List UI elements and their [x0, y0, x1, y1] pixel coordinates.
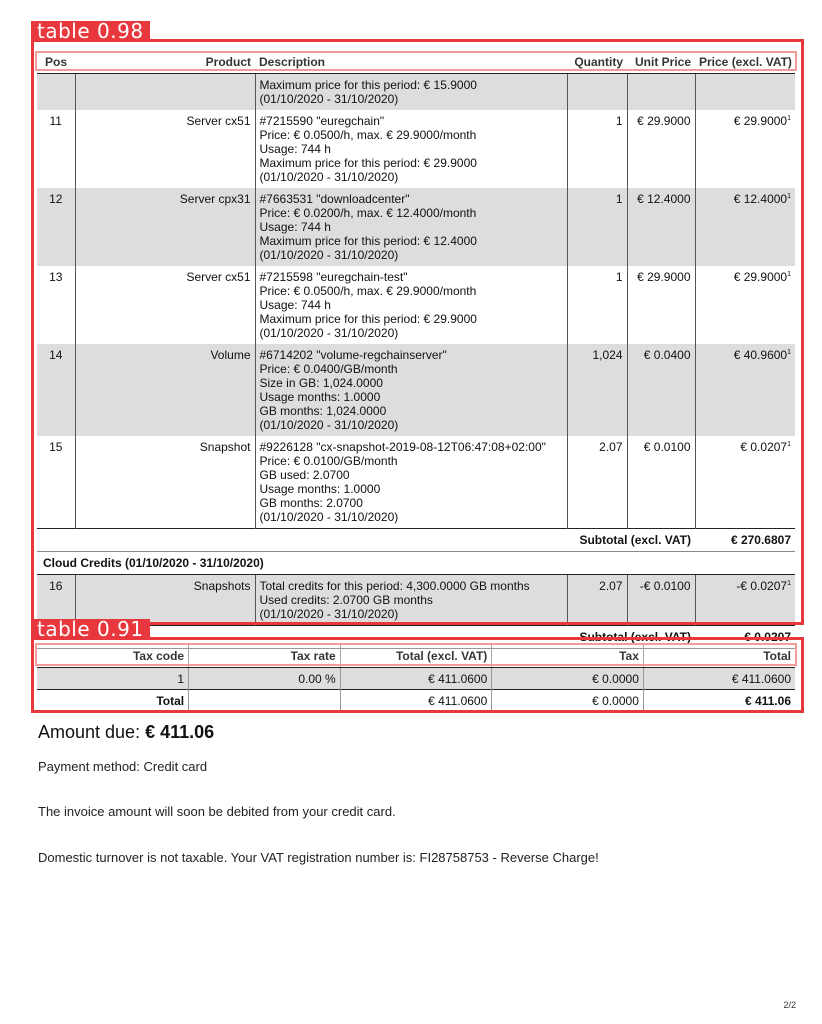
desc-line: Price: € 0.0400/GB/month [259, 362, 398, 376]
row-product: Server cx51 [75, 266, 255, 344]
desc-line: Maximum price for this period: € 29.9000 [259, 312, 477, 326]
price-value: € 12.4000 [733, 192, 788, 206]
tax-grand-total: € 411.06 [643, 690, 795, 712]
detection-label-table-2: table 0.91 [31, 619, 150, 639]
desc-line: Used credits: 2.0700 GB months [259, 593, 433, 607]
desc-line: Usage: 744 h [259, 220, 331, 234]
tax-total-label: Total [37, 690, 189, 712]
desc-line: GB months: 1,024.0000 [259, 404, 387, 418]
col-header-pos: Pos [37, 51, 75, 74]
amount-due-value: € 411.06 [145, 722, 215, 742]
row-quantity: 1 [567, 110, 627, 188]
desc-line: #9226128 "cx-snapshot-2019-08-12T06:47:08+02:00" [259, 440, 546, 454]
tax-col-header: Tax rate [189, 645, 341, 668]
desc-line: Usage months: 1.0000 [259, 390, 381, 404]
footnote-marker: 1 [787, 580, 791, 587]
desc-line: (01/10/2020 - 31/10/2020) [259, 326, 399, 340]
row-pos: 13 [37, 266, 75, 344]
tax-cell: € 411.0600 [643, 668, 795, 690]
footnote-marker: 1 [787, 271, 791, 278]
debit-note: The invoice amount will soon be debited from your credit card. [38, 804, 396, 819]
row-quantity: 1 [567, 266, 627, 344]
price-value: € 29.9000 [733, 114, 788, 128]
tax-total-cell: € 0.0000 [492, 690, 644, 712]
desc-line: Size in GB: 1,024.0000 [259, 376, 383, 390]
desc-line: (01/10/2020 - 31/10/2020) [259, 170, 399, 184]
desc-line: Price: € 0.0200/h, max. € 12.4000/month [259, 206, 477, 220]
subtotal-value: € 270.6807 [695, 529, 795, 552]
row-unit-price: € 29.9000 [627, 266, 695, 344]
row-pos: 16 [37, 575, 75, 626]
tax-cell: € 0.0000 [492, 668, 644, 690]
desc-line: Price: € 0.0100/GB/month [259, 454, 398, 468]
price-value: € 40.9600 [733, 348, 788, 362]
subtotal-label: Subtotal (excl. VAT) [567, 529, 695, 552]
desc-line: (01/10/2020 - 31/10/2020) [259, 92, 399, 106]
row-product: Snapshot [75, 436, 255, 529]
amount-due [38, 722, 214, 743]
tax-cell: 0.00 % [189, 668, 341, 690]
desc-line: (01/10/2020 - 31/10/2020) [259, 510, 399, 524]
vat-note: Domestic turnover is not taxable. Your VAT registration number is: FI28758753 - Reverse Charge! [38, 850, 599, 865]
col-header-description: Description [255, 51, 567, 74]
footnote-marker: 1 [787, 115, 791, 122]
desc-line: (01/10/2020 - 31/10/2020) [259, 248, 399, 262]
tax-col-header: Tax [492, 645, 644, 668]
desc-line: Total credits for this period: 4,300.0000 GB months [259, 579, 530, 593]
row-unit-price: € 29.9000 [627, 110, 695, 188]
tax-col-header: Tax code [37, 645, 189, 668]
desc-line: Maximum price for this period: € 12.4000 [259, 234, 477, 248]
section-title: Cloud Credits (01/10/2020 - 31/10/2020) [37, 552, 795, 575]
detection-label-table-1: table 0.98 [31, 21, 150, 41]
desc-line: GB months: 2.0700 [259, 496, 363, 510]
desc-line: Usage: 744 h [259, 142, 331, 156]
page-number: 2/2 [783, 1000, 796, 1010]
row-product: Server cx51 [75, 110, 255, 188]
desc-line: (01/10/2020 - 31/10/2020) [259, 418, 399, 432]
price-value: -€ 0.0207 [736, 579, 788, 593]
desc-line: #6714202 "volume-regchainserver" [259, 348, 447, 362]
row-unit-price: € 0.0400 [627, 344, 695, 436]
price-value: € 29.9000 [733, 270, 788, 284]
desc-line: Price: € 0.0500/h, max. € 29.9000/month [259, 284, 477, 298]
amount-due-label: Amount due: [38, 722, 141, 742]
desc-line: Usage: 744 h [259, 298, 331, 312]
desc-line: #7215590 "euregchain" [259, 114, 385, 128]
row-unit-price: -€ 0.0100 [627, 575, 695, 626]
detection-header-table-1 [35, 51, 797, 71]
desc-line: Usage months: 1.0000 [259, 482, 381, 496]
desc-line: GB used: 2.0700 [259, 468, 350, 482]
tax-cell: € 411.0600 [340, 668, 492, 690]
row-unit-price: € 12.4000 [627, 188, 695, 266]
desc-line: Maximum price for this period: € 29.9000 [259, 156, 477, 170]
row-quantity: 1 [567, 188, 627, 266]
row-product: Volume [75, 344, 255, 436]
footnote-marker: 1 [787, 441, 791, 448]
price-value: € 0.0207 [740, 440, 788, 454]
detection-box-table-1 [31, 39, 804, 625]
row-pos: 12 [37, 188, 75, 266]
tax-cell: 1 [37, 668, 189, 690]
row-pos: 14 [37, 344, 75, 436]
row-quantity: 2.07 [567, 575, 627, 626]
desc-line: Maximum price for this period: € 15.9000 [259, 78, 477, 92]
row-pos: 15 [37, 436, 75, 529]
desc-line: (01/10/2020 - 31/10/2020) [259, 607, 399, 621]
footnote-marker: 1 [787, 349, 791, 356]
subtotal-label: Subtotal (excl. VAT) [567, 626, 695, 649]
detection-header-table-2 [35, 643, 797, 666]
payment-method: Payment method: Credit card [38, 759, 208, 774]
row-quantity: 2.07 [567, 436, 627, 529]
tax-col-header: Total (excl. VAT) [340, 645, 492, 668]
col-header-price: Price (excl. VAT) [695, 51, 795, 74]
desc-line: #7215598 "euregchain-test" [259, 270, 408, 284]
row-product: Snapshots [75, 575, 255, 626]
row-pos: 11 [37, 110, 75, 188]
subtotal-value: -€ 0.0207 [695, 626, 795, 649]
tax-total-cell: € 411.0600 [340, 690, 492, 712]
row-unit-price: € 0.0100 [627, 436, 695, 529]
desc-line: #7663531 "downloadcenter" [259, 192, 410, 206]
tax-col-header: Total [643, 645, 795, 668]
footnote-marker: 1 [787, 193, 791, 200]
col-header-quantity: Quantity [567, 51, 627, 74]
row-product: Server cpx31 [75, 188, 255, 266]
col-header-unit-price: Unit Price [627, 51, 695, 74]
row-quantity: 1,024 [567, 344, 627, 436]
desc-line: Price: € 0.0500/h, max. € 29.9000/month [259, 128, 477, 142]
col-header-product: Product [75, 51, 255, 74]
